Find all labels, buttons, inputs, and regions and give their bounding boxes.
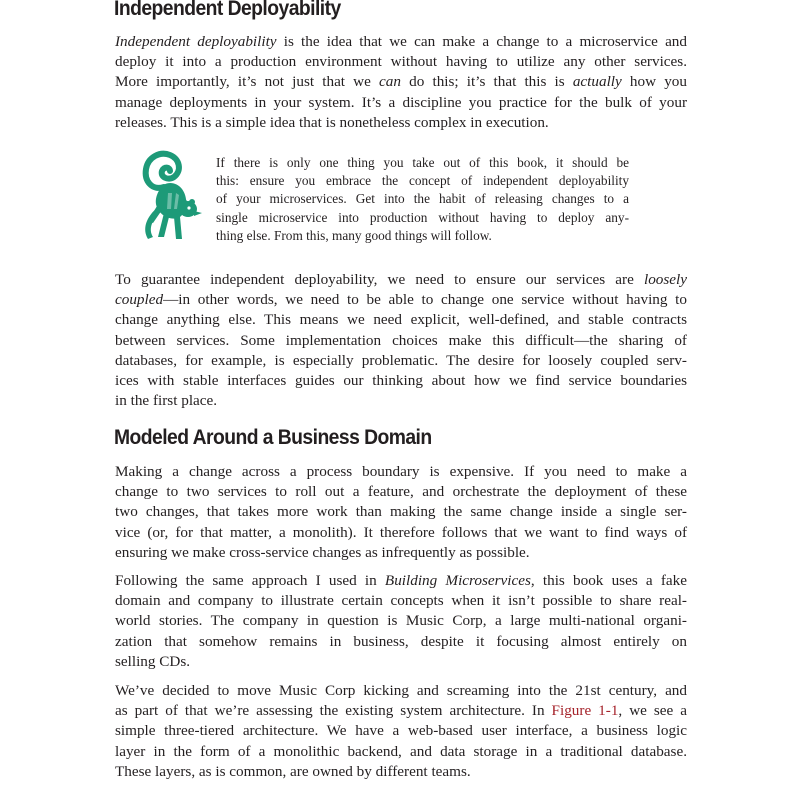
figure-1-1-link[interactable]: Figure 1-1	[551, 702, 619, 720]
text-line: simple three-tiered architecture. We have a web-based user interface, a business logic	[115, 722, 687, 740]
text-line: selling CDs.	[115, 652, 191, 670]
tip-line: thing else. From this, many good things will follow.	[216, 227, 492, 243]
paragraph-independent-deployability-intro	[115, 32, 687, 133]
text-line: ensuring we make cross-service changes as infrequently as possible.	[115, 543, 530, 561]
text-line: Independent deployability is the idea that we can make a change to a microservice and	[115, 33, 687, 50]
text-line: ices with stable interfaces guides our thinking about how we find service boundaries	[115, 372, 687, 390]
text-line: between services. Some implementation choices make this difficult—the sharing of	[115, 331, 687, 349]
text-line: change to two services to roll out a feature, and orchestrate the deployment of these	[115, 483, 687, 501]
text-line: databases, for example, is especially problematic. The desire for loosely coupled serv-	[115, 351, 687, 369]
text-line: vice (or, for that matter, a monolith). It therefore follows that we want to find ways of	[115, 523, 687, 541]
text-line: layer in the form of a monolithic backend, and data storage in a traditional database.	[115, 742, 687, 760]
text-line: domain and company to illustrate certain concepts when it isn’t possible to share real-	[115, 592, 687, 610]
tip-line: of your microservices. Get into the habit of releasing changes to a	[216, 191, 629, 207]
text-line: We’ve decided to move Music Corp kicking and screaming into the 21st century, and	[115, 682, 687, 699]
text-line: coupled—in other words, we need to be able to change one service without having to	[115, 291, 687, 309]
heading-independent-deployability: Independent Deployability	[114, 0, 341, 20]
paragraph-music-corp-intro	[115, 571, 687, 672]
text-line: change anything else. This means we need explicit, well-defined, and stable contracts	[115, 311, 687, 329]
paragraph-music-corp-architecture	[115, 681, 687, 782]
tip-line: single microservice into production without having to deploy any-	[216, 209, 629, 225]
tip-animal-icon	[134, 147, 204, 245]
text-line: deploy it into a production environment without having to utilize any other services.	[115, 53, 687, 71]
text-line: two changes, that takes more work than making the same change inside a single ser-	[115, 503, 687, 521]
tip-line: If there is only one thing you take out of this book, it should be	[216, 155, 629, 170]
paragraph-process-boundary	[115, 462, 687, 563]
text-line: Following the same approach I used in Building Microservices, this book uses a fake	[115, 572, 687, 589]
text-line: in the first place.	[115, 392, 218, 410]
text-line: releases. This is a simple idea that is nonetheless complex in execution.	[115, 113, 549, 131]
text-line: zation that somehow remains in business, despite it focusing almost entirely on	[115, 632, 687, 650]
tip-line: this: ensure you embrace the concept of independent deployability	[216, 173, 629, 189]
text-line: Making a change across a process boundary is expensive. If you need to make a	[115, 463, 687, 480]
text-line: To guarantee independent deployability, we need to ensure our services are loosely	[115, 271, 687, 288]
heading-modeled-around-business-domain: Modeled Around a Business Domain	[114, 426, 432, 449]
text-line: as part of that we’re assessing the existing system architecture. In Figure 1-1, we see a	[115, 702, 688, 720]
text-line: world stories. The company in question is Music Corp, a large multi-national organi-	[115, 612, 687, 630]
paragraph-loose-coupling	[115, 270, 687, 411]
text-line: These layers, as is common, are owned by different teams.	[115, 762, 471, 780]
text-line: More importantly, it’s not just that we can do this; it’s that this is actually how you	[115, 73, 687, 91]
text-line: manage deployments in your system. It’s a discipline you practice for the bulk of your	[115, 93, 687, 111]
tip-callout	[216, 154, 629, 245]
